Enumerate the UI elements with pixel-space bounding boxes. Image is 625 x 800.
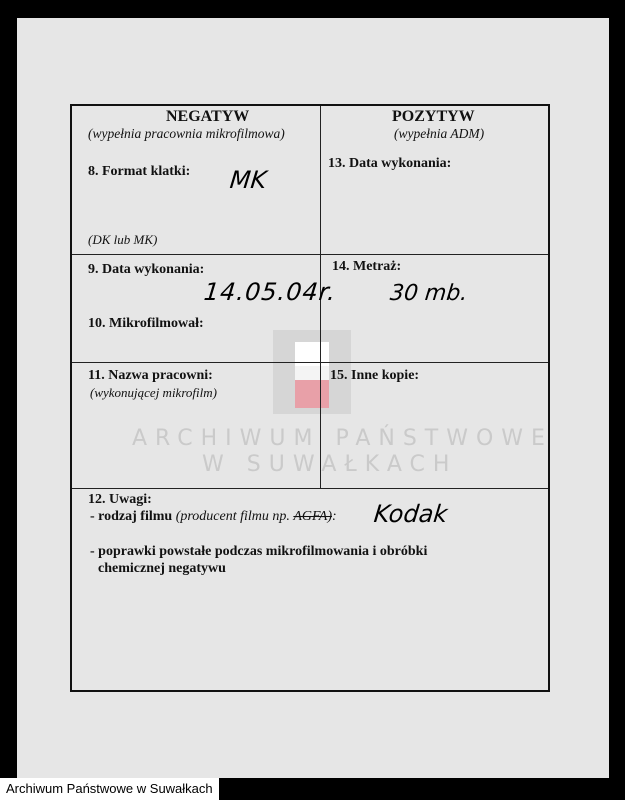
- film-type-hint: (producent filmu np.: [175, 509, 290, 524]
- row-divider-2: [72, 362, 548, 363]
- watermark-line-2: W SUWAŁKACH: [202, 452, 458, 477]
- field-8-hint: (DK lub MK): [88, 232, 158, 247]
- field-10-label: 10. Mikrofilmował:: [88, 316, 204, 331]
- film-type-line: [90, 509, 337, 525]
- negatyw-heading: NEGATYW: [166, 108, 250, 125]
- negatyw-subheading: (wypełnia pracownia mikrofilmowa): [88, 126, 285, 141]
- row-divider-1: [72, 254, 548, 255]
- microfilm-form: [70, 104, 550, 692]
- pozytyw-subheading: (wypełnia ADM): [394, 126, 485, 141]
- field-11-hint: (wykonującej mikrofilm): [90, 385, 217, 400]
- film-type-prefix: - rodzaj filmu: [90, 509, 173, 524]
- watermark-line-1: ARCHIWUM PAŃSTWOWE: [132, 426, 553, 451]
- film-type-hint-struck: AGFA): [293, 509, 332, 524]
- field-8-value: MK: [228, 166, 268, 194]
- field-11-label: 11. Nazwa pracowni:: [88, 368, 213, 383]
- field-14-value: 30 mb.: [388, 281, 469, 306]
- row-divider-3: [72, 488, 548, 489]
- film-type-colon: :: [332, 509, 337, 524]
- field-15-label: 15. Inne kopie:: [330, 368, 420, 383]
- pozytyw-heading: POZYTYW: [392, 108, 475, 125]
- field-8-label: 8. Format klatki:: [88, 164, 191, 179]
- corrections-line-2: chemicznej negatywu: [98, 561, 226, 576]
- field-14-label: 14. Metraż:: [332, 259, 402, 274]
- field-13-label: 13. Data wykonania:: [328, 156, 452, 171]
- field-9-label: 9. Data wykonania:: [88, 262, 205, 277]
- field-9-value: 14.05.04r.: [202, 278, 338, 306]
- archive-footer-label: Archiwum Państwowe w Suwałkach: [0, 778, 219, 800]
- field-12-label: 12. Uwagi:: [88, 492, 152, 507]
- film-type-value: Kodak: [372, 500, 449, 528]
- corrections-line-1: - poprawki powstałe podczas mikrofilmowania i obróbki: [90, 544, 428, 559]
